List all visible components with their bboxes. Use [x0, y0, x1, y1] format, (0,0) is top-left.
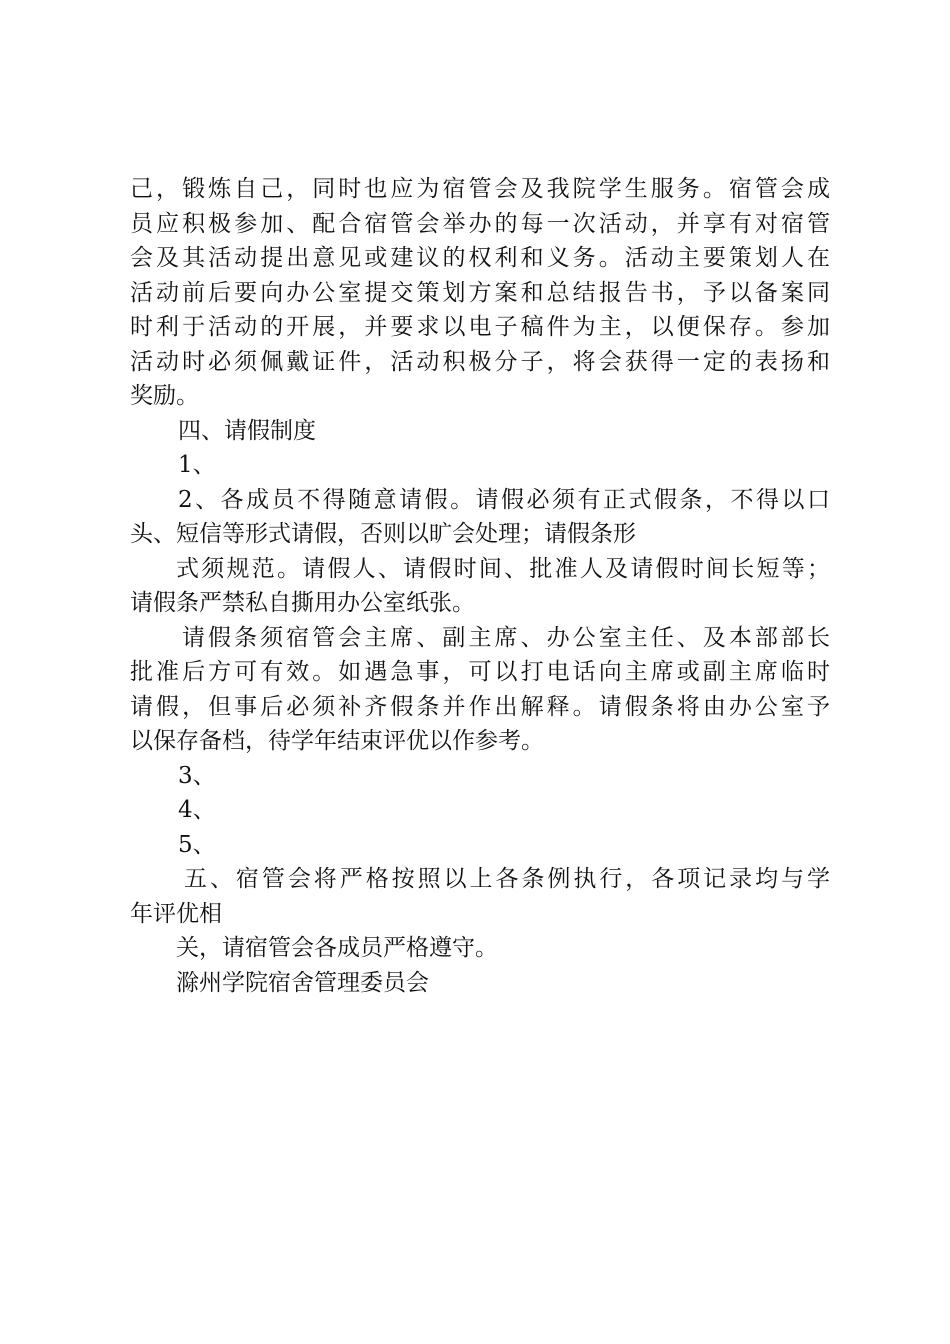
list-item-number: 5、	[178, 831, 216, 858]
paragraph-line: 头、短信等形式请假，否则以旷会处理；请假条形	[130, 521, 636, 547]
paragraph-line: 奖励。	[130, 383, 199, 409]
paragraph-line: 式须规范。请假人、请假时间、批准人及请假时间长短等；	[176, 555, 830, 582]
signature-line: 滁州学院宿舍管理委员会	[176, 969, 429, 996]
list-item-number: 3、	[178, 762, 216, 789]
paragraph-line: 请假，但事后必须补齐假条并作出解释。请假条将由办公室予	[130, 693, 830, 720]
paragraph-line: 时利于活动的开展，并要求以电子稿件为主，以便保存。参加	[130, 314, 830, 340]
paragraph-line: 请假条严禁私自撕用办公室纸张。	[130, 590, 475, 616]
paragraph-line: 年评优相	[130, 900, 222, 927]
paragraph-line: 以保存备档，待学年结束评优以作参考。	[130, 728, 544, 754]
paragraph-line: 活动前后要向办公室提交策划方案和总结报告书，予以备案同	[130, 279, 830, 306]
paragraph-line: 关，请宿管会各成员严格遵守。	[176, 935, 498, 961]
paragraph-line: 活动时必须佩戴证件，活动积极分子，将会获得一定的表扬和	[130, 348, 830, 375]
paragraph-line: 员应积极参加、配合宿管会举办的每一次活动，并享有对宿管	[130, 210, 830, 237]
list-item-number: 4、	[178, 797, 216, 823]
list-item-number: 1、	[178, 452, 216, 478]
paragraph-line: 批准后方可有效。如遇急事，可以打电话向主席或副主席临时	[130, 659, 830, 685]
section-heading: 四、请假制度	[178, 417, 316, 444]
paragraph-line: 会及其活动提出意见或建议的权利和义务。活动主要策划人在	[130, 245, 830, 271]
paragraph-line: 请假条须宿管会主席、副主席、办公室主任、及本部部长	[182, 624, 830, 651]
section-heading: 五、宿管会将严格按照以上各条例执行，各项记录均与学	[184, 866, 830, 892]
document-body	[130, 172, 830, 1000]
paragraph-line: 己，锻炼自己，同时也应为宿管会及我院学生服务。宿管会成	[130, 176, 830, 202]
list-item: 2、各成员不得随意请假。请假必须有正式假条，不得以口	[178, 486, 830, 513]
